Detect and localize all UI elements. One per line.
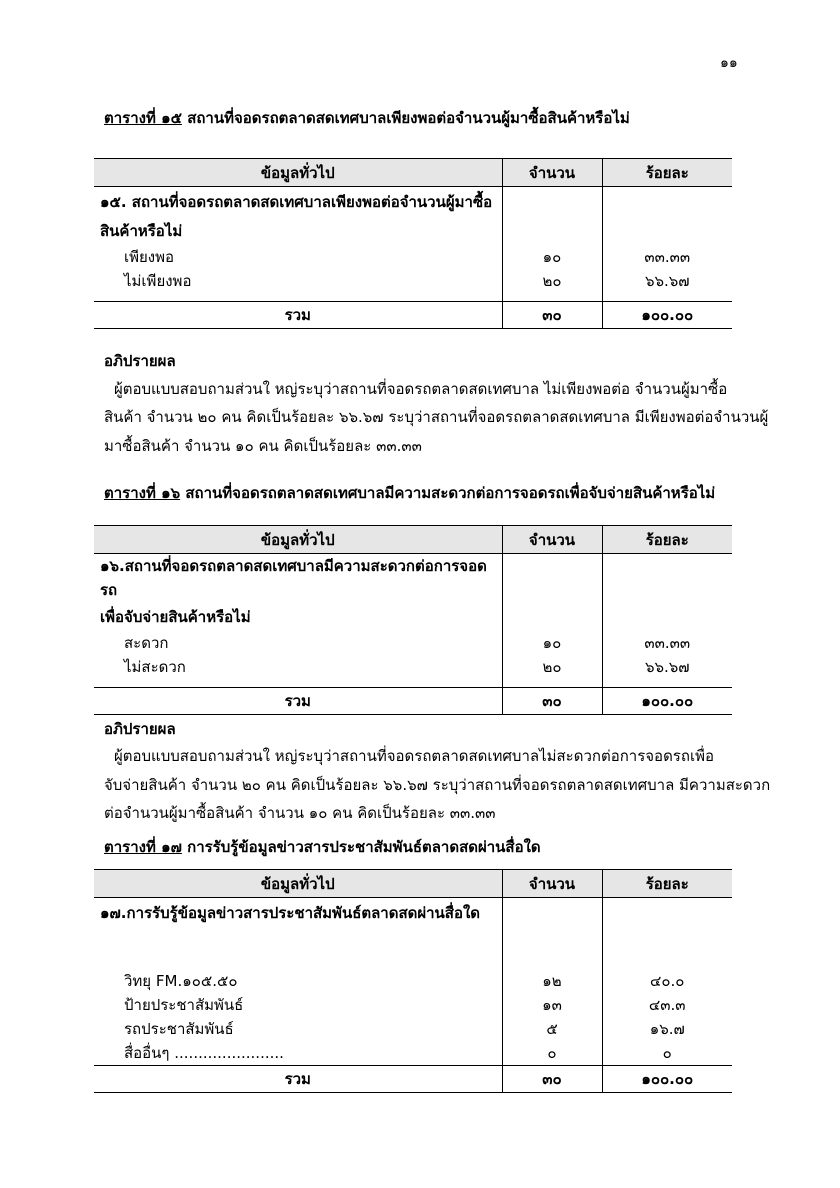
row-count: ๕ (502, 1017, 602, 1041)
question-row (94, 187, 732, 217)
row-label: วิทยุ FM.๑๐๕.๕๐ (124, 972, 238, 990)
row-percent: ๓๓.๓๓ (602, 631, 732, 655)
table-17-caption-label: ตารางที่ ๑๗ (104, 838, 182, 856)
total-count: ๓๐ (502, 688, 602, 715)
question-line: ๑๖.สถานที่จอดรถตลาดสดเทศบาลมีความสะดวกต่อการจอดรถ (100, 557, 487, 599)
discussion-16-title: อภิปรายผล (104, 720, 176, 738)
header-count: จำนวน (502, 159, 602, 187)
row-percent: ๖๖.๖๗ (602, 269, 732, 293)
discussion-15-title: อภิปรายผล (104, 352, 176, 370)
question-row (94, 602, 732, 631)
table-header-row (94, 159, 732, 187)
row-count: ๐ (502, 1041, 602, 1066)
row-percent: ๑๖.๗ (602, 1017, 732, 1041)
discussion-16-line: ผู้ตอบแบบสอบถามส่วนใ หญ่ระบุว่าสถานที่จอดรถตลาดสดเทศบาลไม่สะดวกต่อการจอดรถเพื่อ (114, 747, 714, 765)
discussion-16-line: จับจ่ายสินค้า จำนวน ๒๐ คน คิดเป็นร้อยละ ๖๖.๖๗ ระบุว่าสถานที่จอดรถตลาดสดเทศบาล มีความสะดวก (104, 776, 771, 794)
total-label: รวม (94, 1066, 502, 1093)
table-row (94, 1041, 732, 1066)
row-label: เพียงพอ (124, 248, 175, 266)
table-row (94, 655, 732, 679)
table-16-caption (104, 481, 715, 505)
discussion-15-line: สินค้า จำนวน ๒๐ คน คิดเป็นร้อยละ ๖๖.๖๗ ระบุว่าสถานที่จอดรถตลาดสดเทศบาล มีเพียงพอต่อจำนวนผู้ (104, 408, 769, 426)
table-16 (94, 525, 732, 715)
discussion-15-line: มาซื้อสินค้า จำนวน ๑๐ คน คิดเป็นร้อยละ ๓๓.๓๓ (104, 437, 422, 455)
table-row (94, 269, 732, 293)
total-row (94, 302, 732, 329)
row-percent: ๖๖.๖๗ (602, 655, 732, 679)
question-line: สินค้าหรือไม่ (100, 221, 183, 240)
total-row (94, 1066, 732, 1093)
table-15-caption (104, 106, 630, 130)
table-row (94, 631, 732, 655)
table-row (94, 1017, 732, 1041)
total-percent: ๑๐๐.๐๐ (602, 688, 732, 715)
question-row (94, 898, 732, 928)
page-number: ๑๑ (720, 55, 738, 71)
table-row (94, 245, 732, 269)
discussion-16-line: ต่อจำนวนผู้มาซื้อสินค้า จำนวน ๑๐ คน คิดเป็นร้อยละ ๓๓.๓๓ (104, 804, 496, 822)
total-label: รวม (94, 688, 502, 715)
table-16-caption-text: สถานที่จอดรถตลาดสดเทศบาลมีความสะดวกต่อการจอดรถเพื่อจับจ่ายสินค้าหรือไม่ (185, 484, 716, 502)
row-label: ไม่สะดวก (124, 658, 186, 676)
header-general-info: ข้อมูลทั่วไป (94, 870, 502, 898)
row-label: รถประชาสัมพันธ์ (124, 1020, 234, 1038)
row-label: สื่ออื่นๆ ....................... (124, 1044, 284, 1062)
header-percent: ร้อยละ (602, 526, 732, 554)
table-17-caption-text: การรับรู้ข้อมูลข่าวสารประชาสัมพันธ์ตลาดสดผ่านสื่อใด (187, 838, 541, 856)
question-row (94, 216, 732, 245)
row-label: ป้ายประชาสัมพันธ์ (124, 996, 244, 1014)
table-header-row (94, 526, 732, 554)
question-row (94, 554, 732, 603)
table-15 (94, 158, 732, 329)
question-line: เพื่อจับจ่ายสินค้าหรือไม่ (100, 607, 251, 626)
question-line: ๑๗.การรับรู้ข้อมูลข่าวสารประชาสัมพันธ์ตลาดสดผ่านสื่อใด (100, 903, 481, 922)
table-header-row (94, 870, 732, 898)
header-general-info: ข้อมูลทั่วไป (94, 526, 502, 554)
table-17 (94, 869, 732, 1093)
table-row (94, 993, 732, 1017)
row-count: ๑๒ (502, 969, 602, 993)
discussion-15-line: ผู้ตอบแบบสอบถามส่วนใ หญ่ระบุว่าสถานที่จอดรถตลาดสดเทศบาล ไม่เพียงพอต่อ จำนวนผู้มาซื้อ (114, 380, 728, 398)
table-15-caption-label: ตารางที่ ๑๕ (104, 109, 182, 127)
question-line: ๑๕. สถานที่จอดรถตลาดสดเทศบาลเพียงพอต่อจำนวนผู้มาซื้อ (100, 192, 493, 211)
table-17-caption (104, 835, 541, 859)
table-15-caption-text: สถานที่จอดรถตลาดสดเทศบาลเพียงพอต่อจำนวนผู้มาซื้อสินค้าหรือไม่ (187, 109, 630, 127)
header-count: จำนวน (502, 870, 602, 898)
header-general-info: ข้อมูลทั่วไป (94, 159, 502, 187)
header-count: จำนวน (502, 526, 602, 554)
row-count: ๒๐ (502, 655, 602, 679)
row-percent: ๐ (602, 1041, 732, 1066)
total-label: รวม (94, 302, 502, 329)
row-count: ๒๐ (502, 269, 602, 293)
row-label: ไม่เพียงพอ (124, 272, 192, 290)
table-row (94, 969, 732, 993)
total-row (94, 688, 732, 715)
total-count: ๓๐ (502, 302, 602, 329)
row-count: ๑๐ (502, 631, 602, 655)
total-percent: ๑๐๐.๐๐ (602, 302, 732, 329)
table-16-caption-label: ตารางที่ ๑๖ (104, 484, 181, 502)
row-percent: ๔๓.๓ (602, 993, 732, 1017)
row-label: สะดวก (124, 634, 169, 652)
header-percent: ร้อยละ (602, 870, 732, 898)
row-count: ๑๓ (502, 993, 602, 1017)
total-percent: ๑๐๐.๐๐ (602, 1066, 732, 1093)
total-count: ๓๐ (502, 1066, 602, 1093)
header-percent: ร้อยละ (602, 159, 732, 187)
row-percent: ๓๓.๓๓ (602, 245, 732, 269)
row-percent: ๔๐.๐ (602, 969, 732, 993)
row-count: ๑๐ (502, 245, 602, 269)
